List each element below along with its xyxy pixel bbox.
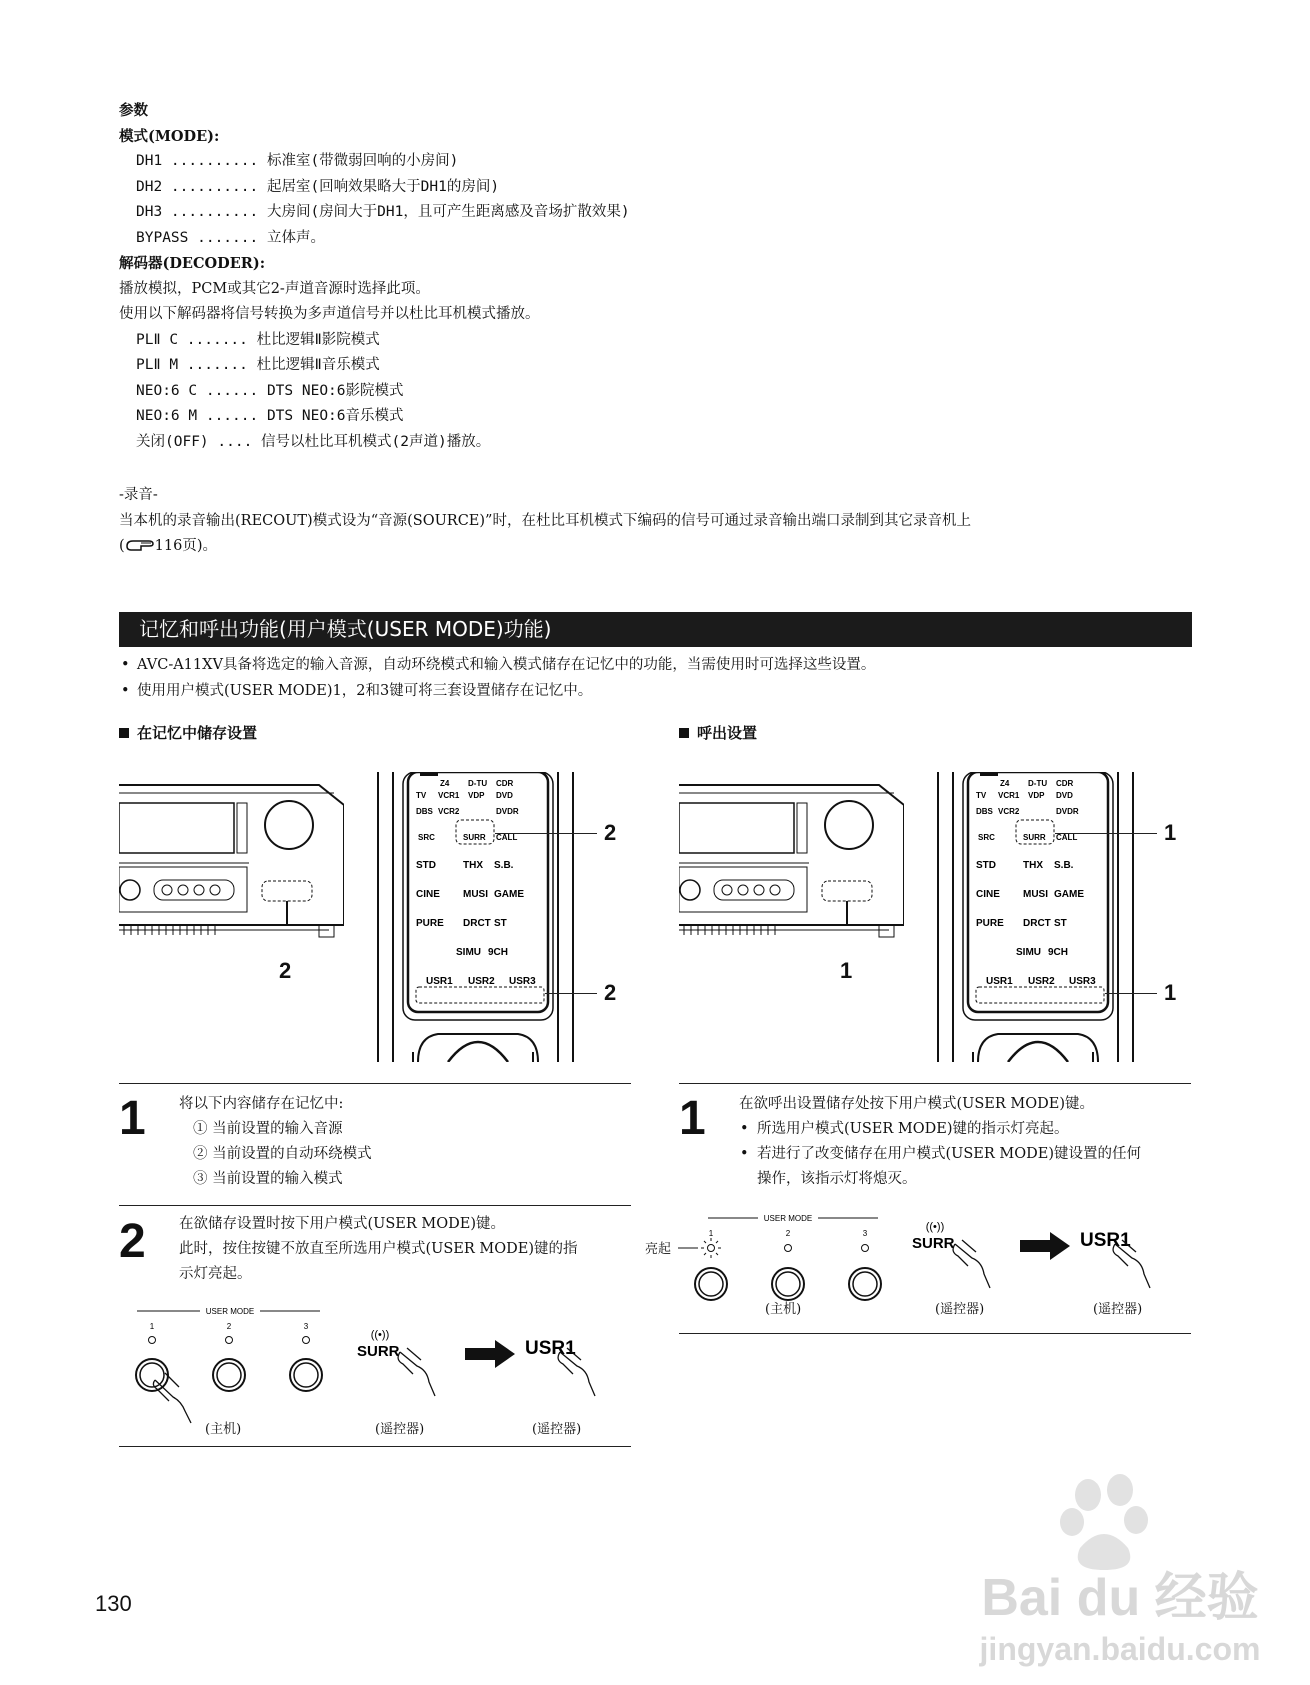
lit-label: 亮起 <box>645 1242 672 1257</box>
user-mode-label: USER MODE <box>205 1307 255 1316</box>
led-lit-icon <box>701 1238 721 1258</box>
step-text: 此时，按住按键不放直至所选用户模式(USER MODE)键的指 <box>179 1241 578 1257</box>
watermark-url: jingyan.baidu.com <box>979 1631 1261 1667</box>
led-number: 3 <box>862 1229 868 1238</box>
remote-key-cine[interactable]: CINE <box>416 889 440 900</box>
callout-number: 1 <box>840 958 853 983</box>
user-mode-button-3[interactable] <box>290 1359 322 1391</box>
user-mode-button-1[interactable] <box>695 1268 727 1300</box>
pressing-hand-icon <box>953 1240 990 1288</box>
step-number: 2 <box>119 1215 146 1268</box>
section-title: 记忆和呼出功能(用户模式(USER MODE)功能) <box>119 612 1192 647</box>
remote-key-dtu[interactable]: D-TU <box>1028 779 1048 788</box>
remote-key-vcr1[interactable]: VCR1 <box>438 791 460 800</box>
user-mode-button-3[interactable] <box>849 1268 881 1300</box>
signal-icon: ((•)) <box>925 1222 945 1233</box>
remote-key-usr1[interactable]: USR1 <box>986 976 1013 987</box>
caption-remote: (遥控器) <box>935 1302 985 1317</box>
caption-main-unit: (主机) <box>765 1302 802 1317</box>
remote-key-musi[interactable]: MUSI <box>463 889 488 900</box>
remote-key-pure[interactable]: PURE <box>976 918 1004 929</box>
decoder-label: 解码器(DECODER): <box>119 255 266 272</box>
store-subheading-text: 在记忆中储存设置 <box>137 724 258 742</box>
led-number: 3 <box>303 1322 309 1331</box>
store-subheading <box>119 722 257 743</box>
parameters-block <box>119 98 1199 455</box>
step-text: 示灯亮起。 <box>179 1266 252 1282</box>
step-item: ① 当前设置的输入音源 <box>193 1121 343 1137</box>
store-step-1 <box>179 1092 629 1192</box>
bullet-item: • AVC-A11XV具备将选定的输入音源，自动环绕模式和输入模式储存在记忆中的功能，当需使用时可选择这些设置。 <box>119 653 1199 679</box>
mode-row: DH1 .......... 标准室(带微弱回响的小房间) <box>136 153 459 169</box>
bullet-item: • 使用用户模式(USER MODE)1，2和3键可将三套设置储存在记忆中。 <box>119 679 1199 705</box>
remote-key-tv[interactable]: TV <box>416 791 427 800</box>
params-heading: 参数 <box>119 102 148 119</box>
caption-main-unit: (主机) <box>205 1422 242 1437</box>
recording-line: 当本机的录音输出(RECOUT)模式设为“音源(SOURCE)”时，在杜比耳机模式下编码的信号可通过录音输出端口录制到其它录音机上 <box>119 512 971 529</box>
step-text: 操作，该指示灯将熄灭。 <box>757 1171 917 1187</box>
remote-key-thx[interactable]: THX <box>1023 860 1043 871</box>
caption-remote: (遥控器) <box>1093 1302 1143 1317</box>
page-number: 130 <box>95 1591 132 1616</box>
receiver-illustration-right <box>679 775 904 954</box>
signal-icon: ((•)) <box>370 1330 390 1341</box>
step-text: 将以下内容储存在记忆中: <box>179 1096 344 1112</box>
remote-key-sb[interactable]: S.B. <box>1054 860 1074 871</box>
remote-key-surr[interactable]: SURR <box>1023 833 1046 842</box>
remote-key-cdr[interactable]: CDR <box>496 779 514 788</box>
remote-key-cine[interactable]: CINE <box>976 889 1000 900</box>
decoder-row: NEO:6 M ...... DTS NEO:6音乐模式 <box>136 408 404 424</box>
remote-key-dbs[interactable]: DBS <box>976 807 993 816</box>
remote-key-call[interactable]: CALL <box>1056 833 1078 842</box>
recording-heading: -录音- <box>119 487 158 503</box>
mode-row: DH3 .......... 大房间(房间大于DH1，且可产生距离感及音场扩散效果) <box>136 204 630 220</box>
remote-key-dtu[interactable]: D-TU <box>468 779 488 788</box>
watermark <box>970 1470 1280 1674</box>
usr1-key-label: USR1 <box>1080 1230 1131 1251</box>
led-number: 2 <box>226 1322 232 1331</box>
remote-key-game[interactable]: GAME <box>1054 889 1084 900</box>
remote-key-vcr2[interactable]: VCR2 <box>998 807 1020 816</box>
pressing-hand-icon <box>153 1373 191 1423</box>
mode-row: BYPASS ....... 立体声。 <box>136 229 325 246</box>
surr-key-label: SURR <box>912 1235 955 1252</box>
decoder-line: 播放模拟，PCM或其它2-声道音源时选择此项。 <box>119 280 430 297</box>
led-number: 2 <box>785 1229 791 1238</box>
recall-step-1 <box>739 1092 1194 1192</box>
callout-number: 2 <box>604 820 617 845</box>
led-indicator <box>226 1337 233 1344</box>
remote-key-dvd[interactable]: DVD <box>496 791 513 800</box>
section-bullets <box>119 653 1199 704</box>
user-mode-label: USER MODE <box>763 1214 813 1223</box>
remote-illustration-left <box>368 772 583 1066</box>
caption-remote: (遥控器) <box>532 1422 582 1437</box>
led-indicator <box>862 1245 869 1252</box>
callout-number: 2 <box>604 980 617 1005</box>
user-mode-button-1[interactable] <box>136 1359 168 1391</box>
pointing-hand-icon <box>125 536 155 552</box>
receiver-illustration-left <box>119 775 344 954</box>
remote-key-z4[interactable]: Z4 <box>1000 779 1010 788</box>
callout-number: 1 <box>1164 820 1177 845</box>
led-indicator <box>785 1245 792 1252</box>
remote-key-simu[interactable]: SIMU <box>1016 947 1041 958</box>
remote-key-9ch[interactable]: 9CH <box>488 947 509 958</box>
remote-key-vdp[interactable]: VDP <box>1028 791 1045 800</box>
remote-key-usr3[interactable]: USR3 <box>1069 976 1096 987</box>
remote-key-src[interactable]: SRC <box>978 833 995 842</box>
step-text: 在欲储存设置时按下用户模式(USER MODE)键。 <box>179 1216 506 1232</box>
user-mode-panel-right <box>678 1212 898 1311</box>
recall-subheading <box>679 722 757 743</box>
remote-key-usr2[interactable]: USR2 <box>468 976 495 987</box>
remote-key-surr[interactable]: SURR <box>463 833 486 842</box>
divider <box>119 1446 631 1447</box>
callout-number: 1 <box>1164 980 1177 1005</box>
user-mode-button-2[interactable] <box>213 1359 245 1391</box>
arrow-right-icon <box>1020 1232 1070 1260</box>
remote-key-vcr2[interactable]: VCR2 <box>438 807 460 816</box>
caption-remote: (遥控器) <box>375 1422 425 1437</box>
step-text: 在欲呼出设置储存处按下用户模式(USER MODE)键。 <box>739 1096 1095 1112</box>
remote-key-call[interactable]: CALL <box>496 833 518 842</box>
remote-key-std[interactable]: STD <box>976 860 996 871</box>
leader-line <box>545 993 597 994</box>
divider <box>119 1205 631 1206</box>
leader-line <box>495 833 597 834</box>
remote-illustration-right <box>928 772 1143 1066</box>
arrow-right-icon <box>465 1340 515 1368</box>
remote-key-st[interactable]: ST <box>1054 918 1067 929</box>
remote-key-thx[interactable]: THX <box>463 860 483 871</box>
led-number: 1 <box>149 1322 155 1331</box>
page-ref: 116页)。 <box>154 538 218 554</box>
recording-line <box>119 534 1199 560</box>
pressing-hand-icon <box>1113 1240 1150 1288</box>
led-indicator <box>303 1337 310 1344</box>
mode-row: DH2 .......... 起居室(回响效果略大于DH1的房间) <box>136 178 500 195</box>
divider <box>679 1333 1191 1334</box>
mode-label: 模式(MODE): <box>119 127 220 145</box>
decoder-row: NEO:6 C ...... DTS NEO:6影院模式 <box>136 382 404 399</box>
step-bullet: • 所选用户模式(USER MODE)键的指示灯亮起。 <box>739 1117 1194 1142</box>
remote-key-pure[interactable]: PURE <box>416 918 444 929</box>
usr1-key-label: USR1 <box>525 1338 576 1359</box>
watermark-brand: Bai du 经验 <box>981 1569 1259 1627</box>
remote-key-drct[interactable]: DRCT <box>1023 918 1051 929</box>
remote-key-sb[interactable]: S.B. <box>494 860 514 871</box>
remote-key-dvd[interactable]: DVD <box>1056 791 1073 800</box>
decoder-row: 关闭(OFF) .... 信号以杜比耳机模式(2声道)播放。 <box>136 433 491 450</box>
step-item: ② 当前设置的自动环绕模式 <box>193 1146 372 1162</box>
remote-key-dvdr[interactable]: DVDR <box>1056 807 1079 816</box>
store-step-2 <box>179 1212 629 1287</box>
remote-key-drct[interactable]: DRCT <box>463 918 491 929</box>
step-number: 1 <box>119 1092 146 1145</box>
remote-key-vcr1[interactable]: VCR1 <box>998 791 1020 800</box>
decoder-row: PLⅡ M ....... 杜比逻辑Ⅱ音乐模式 <box>136 357 380 373</box>
step-bullet: • 若进行了改变储存在用户模式(USER MODE)键设置的任何 <box>739 1142 1194 1167</box>
recall-subheading-text: 呼出设置 <box>697 724 758 742</box>
divider <box>119 1083 631 1084</box>
remote-key-musi[interactable]: MUSI <box>1023 889 1048 900</box>
remote-key-dvdr[interactable]: DVDR <box>496 807 519 816</box>
remote-key-cdr[interactable]: CDR <box>1056 779 1074 788</box>
square-bullet-icon <box>679 728 689 738</box>
recording-note <box>119 483 1199 560</box>
led-indicator <box>149 1337 156 1344</box>
remote-key-dbs[interactable]: DBS <box>416 807 433 816</box>
remote-key-tv[interactable]: TV <box>976 791 987 800</box>
pressing-hand-icon <box>398 1348 435 1396</box>
leader-line <box>1105 993 1157 994</box>
step-item: ③ 当前设置的输入模式 <box>193 1171 343 1187</box>
remote-key-usr1[interactable]: USR1 <box>426 976 453 987</box>
callout-number: 2 <box>279 958 292 983</box>
pressing-hand-icon <box>558 1348 595 1396</box>
remote-key-usr3[interactable]: USR3 <box>509 976 536 987</box>
surr-key-label: SURR <box>357 1343 400 1360</box>
remote-key-std[interactable]: STD <box>416 860 436 871</box>
square-bullet-icon <box>119 728 129 738</box>
divider <box>679 1083 1191 1084</box>
remote-key-simu[interactable]: SIMU <box>456 947 481 958</box>
paren: ( <box>119 538 125 554</box>
paw-logo-icon <box>1060 1474 1148 1570</box>
decoder-row: PLⅡ C ....... 杜比逻辑Ⅱ影院模式 <box>136 331 380 348</box>
step-number: 1 <box>679 1092 706 1145</box>
remote-key-game[interactable]: GAME <box>494 889 524 900</box>
remote-key-z4[interactable]: Z4 <box>440 779 450 788</box>
remote-key-st[interactable]: ST <box>494 918 507 929</box>
led-number: 1 <box>708 1229 714 1238</box>
user-mode-button-2[interactable] <box>772 1268 804 1300</box>
remote-key-src[interactable]: SRC <box>418 833 435 842</box>
leader-line <box>1055 833 1157 834</box>
remote-surr-press-left <box>355 1330 625 1419</box>
remote-key-usr2[interactable]: USR2 <box>1028 976 1055 987</box>
remote-key-9ch[interactable]: 9CH <box>1048 947 1069 958</box>
decoder-line: 使用以下解码器将信号转换为多声道信号并以杜比耳机模式播放。 <box>119 306 540 322</box>
user-mode-panel-left <box>135 1305 335 1429</box>
remote-key-vdp[interactable]: VDP <box>468 791 485 800</box>
